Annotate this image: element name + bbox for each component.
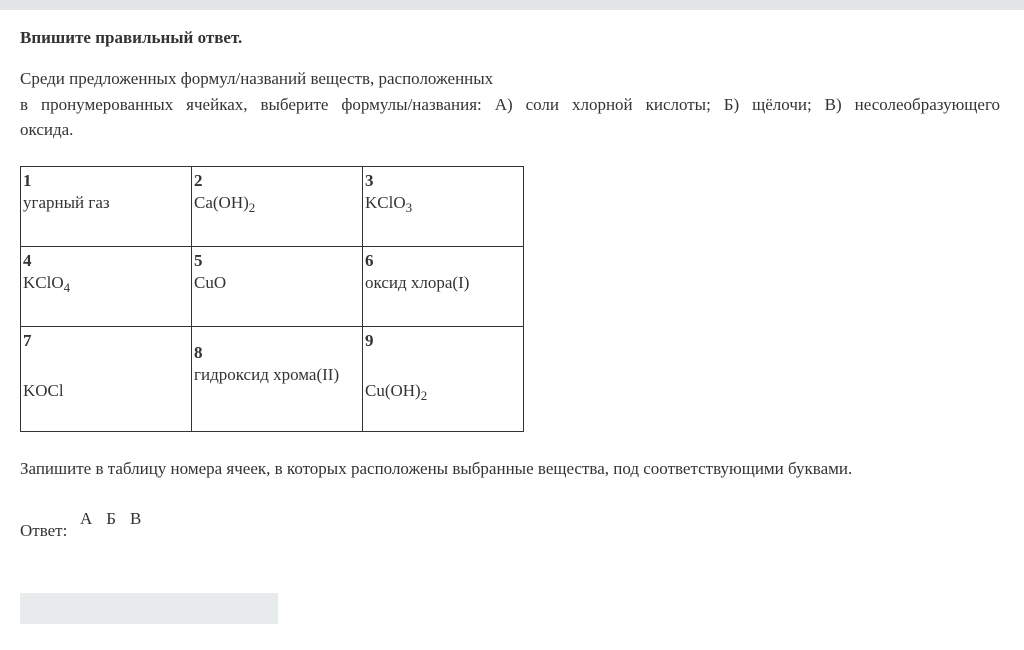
instruction-text: Запишите в таблицу номера ячеек, в которых расположены выбранные вещества, под соответствующими буквами. xyxy=(20,459,853,478)
cell-number: 9 xyxy=(365,331,374,350)
cell-number: 3 xyxy=(365,171,374,190)
cell-1 xyxy=(21,167,192,247)
task-text-line: оксида. xyxy=(20,120,74,139)
answer-letters xyxy=(80,509,155,529)
cell-number: 4 xyxy=(23,251,32,270)
cell-text: KOCl xyxy=(23,381,64,400)
cell-text: KClO xyxy=(365,193,406,212)
answer-input[interactable] xyxy=(20,593,278,624)
subscript: 3 xyxy=(405,200,413,215)
letter-b: Б xyxy=(106,509,117,528)
cell-text: KClO xyxy=(23,273,64,292)
task-title: Впишите правильный ответ. xyxy=(20,28,243,47)
cell-3 xyxy=(363,167,524,247)
cell-text: угарный газ xyxy=(23,193,110,212)
cell-8 xyxy=(192,327,363,432)
cell-2 xyxy=(192,167,363,247)
cell-4 xyxy=(21,247,192,327)
cell-number: 8 xyxy=(194,343,203,362)
cell-number: 5 xyxy=(194,251,203,270)
top-bar xyxy=(0,0,1024,10)
cell-7 xyxy=(21,327,192,432)
cell-6 xyxy=(363,247,524,327)
answer-label: Ответ: xyxy=(20,521,68,540)
cell-text: CuO xyxy=(194,273,227,292)
cell-text: оксид хлора(I) xyxy=(365,273,470,292)
cell-number: 7 xyxy=(23,331,32,350)
cell-number: 1 xyxy=(23,171,32,190)
task-text-line: Среди предложенных формул/названий веществ, расположенных xyxy=(20,69,494,88)
task-text-line: в пронумерованных ячейках, выберите формулы/названия: А) соли хлорной кислоты; Б) щёлочи; В) несолеобразующего xyxy=(20,94,1000,114)
subscript: 2 xyxy=(420,388,428,403)
cell-number: 2 xyxy=(194,171,203,190)
subscript: 4 xyxy=(63,280,71,295)
substances-table xyxy=(20,166,524,432)
letter-a: А xyxy=(80,509,93,528)
cell-text: Cu(OH) xyxy=(365,381,421,400)
cell-text: гидроксид хрома(II) xyxy=(194,365,340,384)
cell-text: Ca(OH) xyxy=(194,193,249,212)
cell-number: 6 xyxy=(365,251,374,270)
subscript: 2 xyxy=(248,200,256,215)
task-text xyxy=(20,66,1000,143)
cell-9 xyxy=(363,327,524,432)
cell-5 xyxy=(192,247,363,327)
letter-v: В xyxy=(130,509,142,528)
